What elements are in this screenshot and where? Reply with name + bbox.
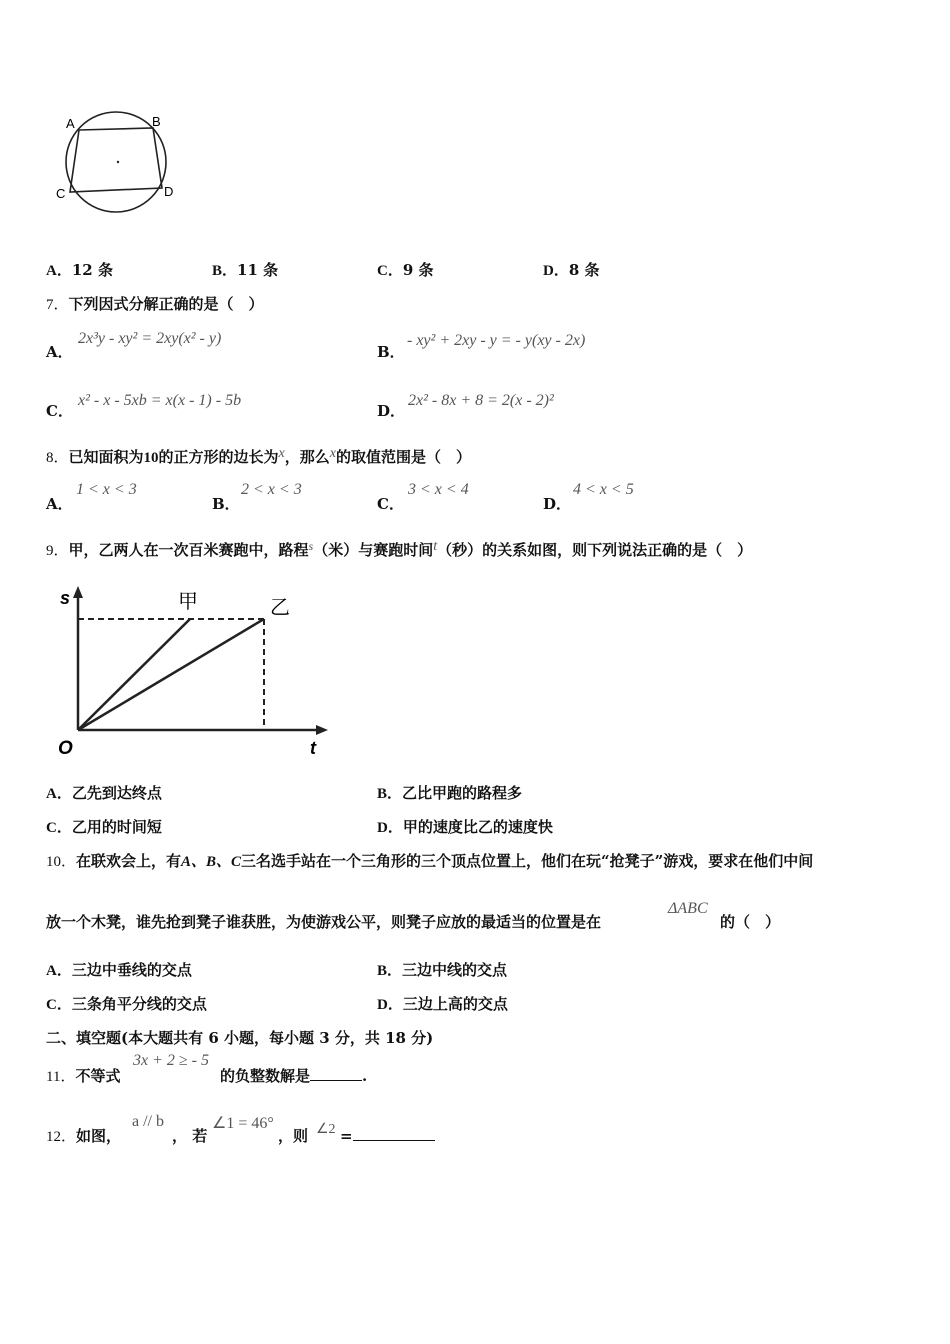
q8-stem: 8．已知面积为10的正方形的边长为x，那么x的取值范围是（ ） — [46, 446, 472, 466]
q7-option-c-label: C． — [46, 402, 73, 420]
q7-option-d-label: D． — [377, 402, 406, 420]
q10-stem-end: 的（ ） — [720, 913, 781, 931]
q7-option-a-math: 2x³y - xy² = 2xy(x² - y) — [78, 330, 222, 347]
q8-option-b-label: B． — [212, 495, 240, 513]
q7-option-b-label: B． — [377, 343, 405, 361]
q10-stem-line2: 放一个木凳，谁先抢到凳子谁获胜，为使游戏公平，则凳子应放的最适当的位置是在 — [46, 913, 602, 931]
q9-option-d: D．甲的速度比乙的速度快 — [377, 818, 553, 836]
q12-stem-b: ， 若 — [172, 1127, 208, 1145]
q10-triangle-math: ΔABC — [668, 900, 708, 917]
q9-stem: 9．甲，乙两人在一次百米赛跑中，路程$^s$（米）与赛跑时间t（秒）的关系如图，则下列说法正确的是（ ） — [46, 539, 753, 559]
q11-stem: 11．不等式 — [46, 1067, 121, 1085]
q6-option-b: B．11 条 — [212, 261, 279, 279]
s-axis-arrow — [73, 586, 83, 598]
q9-option-a: A．乙先到达终点 — [46, 784, 162, 802]
label-jia: 甲 — [178, 591, 198, 613]
q10-option-a: A．三边中垂线的交点 — [46, 961, 192, 979]
q12-answer-blank[interactable] — [353, 1140, 435, 1141]
label-yi: 乙 — [270, 597, 290, 619]
q12-parallel-math: a // b — [132, 1113, 164, 1130]
q7-option-d-math: 2x² - 8x + 8 = 2(x - 2)² — [408, 392, 554, 409]
q11-inequality-math: 3x + 2 ≥ - 5 — [133, 1052, 210, 1069]
distance-time-graph — [52, 584, 342, 764]
q9-option-b: B．乙比甲跑的路程多 — [377, 784, 523, 802]
q8-option-c-label: C． — [377, 495, 404, 513]
q11-stem-rest: 的负整数解是 . — [220, 1067, 368, 1085]
q12-angle1-math: ∠1 = 46° — [212, 1115, 274, 1132]
q12-stem-c: ，则 — [278, 1127, 309, 1145]
q11-answer-blank[interactable] — [310, 1080, 362, 1081]
quadrilateral-abcd — [70, 128, 162, 192]
q12-stem: 12．如图， — [46, 1127, 122, 1145]
circumcircle — [66, 112, 166, 212]
vertex-label-c: C — [56, 186, 66, 201]
center-dot — [117, 161, 119, 163]
q10-option-b: B．三边中线的交点 — [377, 961, 508, 979]
q6-option-a: A．12 条 — [46, 261, 113, 279]
q12-angle2-math: ∠2 — [316, 1122, 336, 1137]
q10-option-c: C．三条角平分线的交点 — [46, 995, 207, 1013]
vertex-label-a: A — [66, 116, 75, 131]
q12-stem-end: = — [340, 1126, 435, 1146]
q9-option-c: C．乙用的时间短 — [46, 818, 162, 836]
line-runner-yi — [78, 619, 264, 730]
vertex-label-d: D — [164, 184, 174, 199]
q10-stem-line1: 10．在联欢会上，有A、B、C三名选手站在一个三角形的三个顶点位置上，他们在玩“抢凳子”游戏，要求在他们中间 — [46, 852, 814, 870]
section2-title: 二、填空题(本大题共有 6 小题，每小题 3 分，共 18 分) — [46, 1029, 434, 1047]
q8-option-b-math: 2 < x < 3 — [241, 481, 302, 498]
vertex-label-b: B — [152, 114, 161, 129]
t-axis-arrow — [316, 725, 328, 735]
q8-option-d-math: 4 < x < 5 — [573, 481, 634, 498]
q8-option-c-math: 3 < x < 4 — [408, 481, 469, 498]
q7-option-c-math: x² - x - 5xb = x(x - 1) - 5b — [78, 392, 242, 409]
q8-option-d-label: D． — [543, 495, 572, 513]
quadrilateral-circle-figure — [50, 110, 190, 225]
q10-option-d: D．三边上高的交点 — [377, 995, 508, 1013]
q8-option-a-label: A． — [46, 495, 73, 513]
axis-label-t: t — [310, 738, 316, 758]
q6-option-d: D．8 条 — [543, 261, 600, 279]
q8-option-a-math: 1 < x < 3 — [76, 481, 137, 498]
q7-stem: 7．下列因式分解正确的是（ ） — [46, 295, 264, 313]
q7-option-a-label: A． — [46, 343, 73, 361]
axis-label-s: s — [60, 588, 71, 608]
q6-option-c: C．9 条 — [377, 261, 434, 279]
q7-option-b-math: - xy² + 2xy - y = - y(xy - 2x) — [407, 332, 586, 349]
origin-label: O — [58, 738, 73, 759]
